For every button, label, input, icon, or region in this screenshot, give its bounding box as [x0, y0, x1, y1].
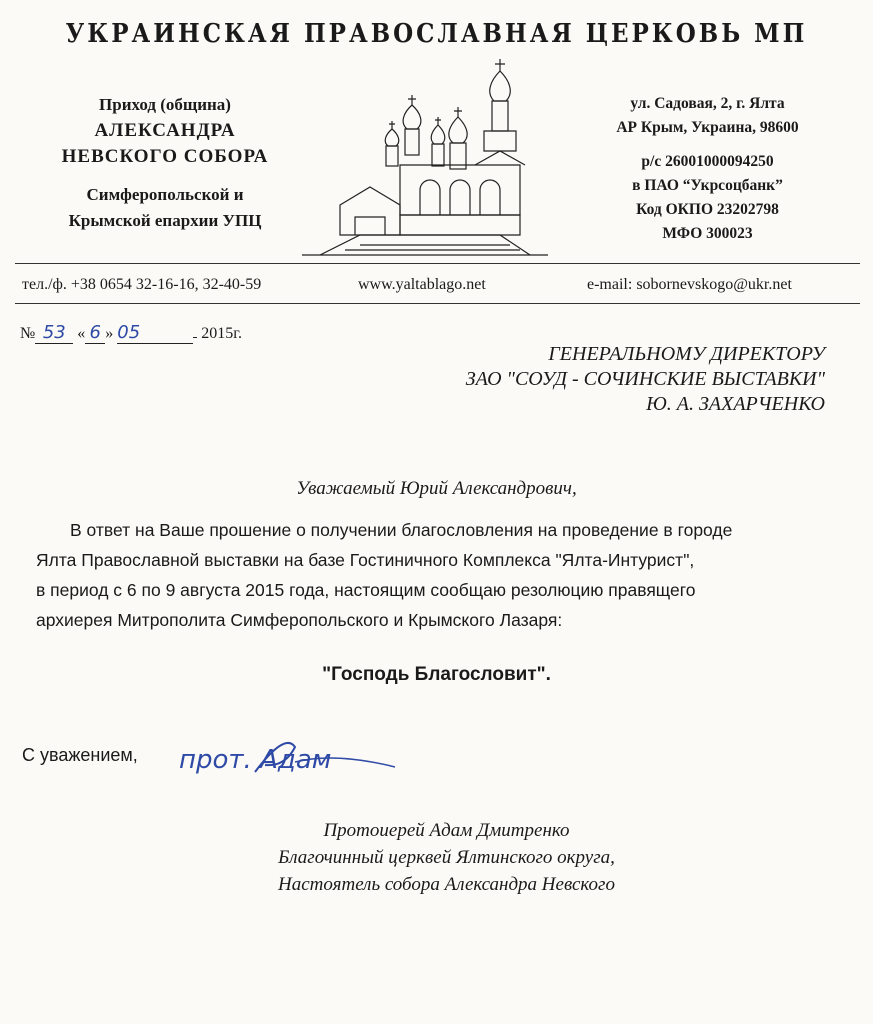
diocese-line2: Крымской епархии УПЦ: [68, 211, 262, 230]
signer-line1: Протоиерей Адам Дмитренко: [323, 820, 570, 841]
greeting: Уважаемый Юрий Александрович,: [296, 478, 577, 499]
reference-month: 05: [117, 322, 141, 343]
account-line: р/с 26001000094250: [641, 153, 774, 170]
signer-line2: Благочинный церквей Ялтинского округа,: [278, 847, 615, 868]
addressee-line2: ЗАО "СОУД - СОЧИНСКИЕ ВЫСТАВКИ": [465, 368, 825, 390]
parish-line2: АЛЕКСАНДРА: [94, 120, 236, 141]
phone-text: тел./ф. +38 0654 32-16-16, 32-40-59: [22, 276, 262, 293]
parish-block: [20, 92, 310, 234]
closing-text: С уважением,: [22, 745, 138, 765]
body-line3: в период с 6 по 9 августа 2015 года, настоящим сообщаю резолюцию правящего: [36, 580, 696, 600]
reference-day: 6: [89, 322, 101, 343]
addressee-block: [466, 342, 825, 417]
body-line1: В ответ на Ваше прошение о получении благословления на проведение в городе: [70, 520, 733, 540]
blessing-text: "Господь Благословит".: [322, 664, 551, 685]
address-line1: ул. Садовая, 2, г. Ялта: [630, 95, 785, 112]
signer-line3: Настоятель собора Александра Невского: [278, 874, 615, 895]
signature-text: прот. Адам: [179, 745, 332, 775]
bank-line: в ПАО “Укрсоцбанк”: [632, 177, 783, 194]
reference-line: № 53 « 6 » 05 2015г.: [20, 322, 243, 343]
okpo-line: Код ОКПО 23202798: [636, 201, 779, 218]
mfo-line: МФО 300023: [662, 225, 753, 242]
parish-line1: Приход (община): [99, 95, 231, 114]
signature: [175, 722, 415, 792]
address-line2: АР Крым, Украина, 98600: [616, 119, 799, 136]
website-link[interactable]: www.yaltablago.net: [358, 276, 486, 293]
number-prefix: №: [20, 325, 36, 342]
cathedral-icon: [300, 55, 550, 265]
bank-details-block: [560, 92, 855, 246]
addressee-line3: Ю. А. ЗАХАРЧЕНКО: [646, 393, 825, 415]
parish-line3: НЕВСКОГО СОБОРА: [61, 146, 269, 167]
diocese-line1: Симферопольской и: [86, 185, 244, 204]
addressee-line1: ГЕНЕРАЛЬНОМУ ДИРЕКТОРУ: [548, 343, 825, 365]
body-line4: архиерея Митрополита Симферопольского и Крымского Лазаря:: [36, 610, 563, 630]
email-link[interactable]: e-mail: sobornevskogo@ukr.net: [587, 276, 792, 293]
church-name: УКРАИНСКАЯ ПРАВОСЛАВНАЯ ЦЕРКОВЬ МП: [65, 17, 808, 50]
reference-number: 53: [42, 322, 66, 343]
body-line2: Ялта Православной выставки на базе Гостиничного Комплекса "Ялта-Интурист",: [36, 550, 695, 570]
header-divider-bottom: [15, 303, 860, 304]
letter-body: [36, 515, 832, 635]
header-divider-top: [15, 263, 860, 264]
reference-year: 2015г.: [201, 325, 243, 342]
signer-block: [0, 817, 873, 898]
